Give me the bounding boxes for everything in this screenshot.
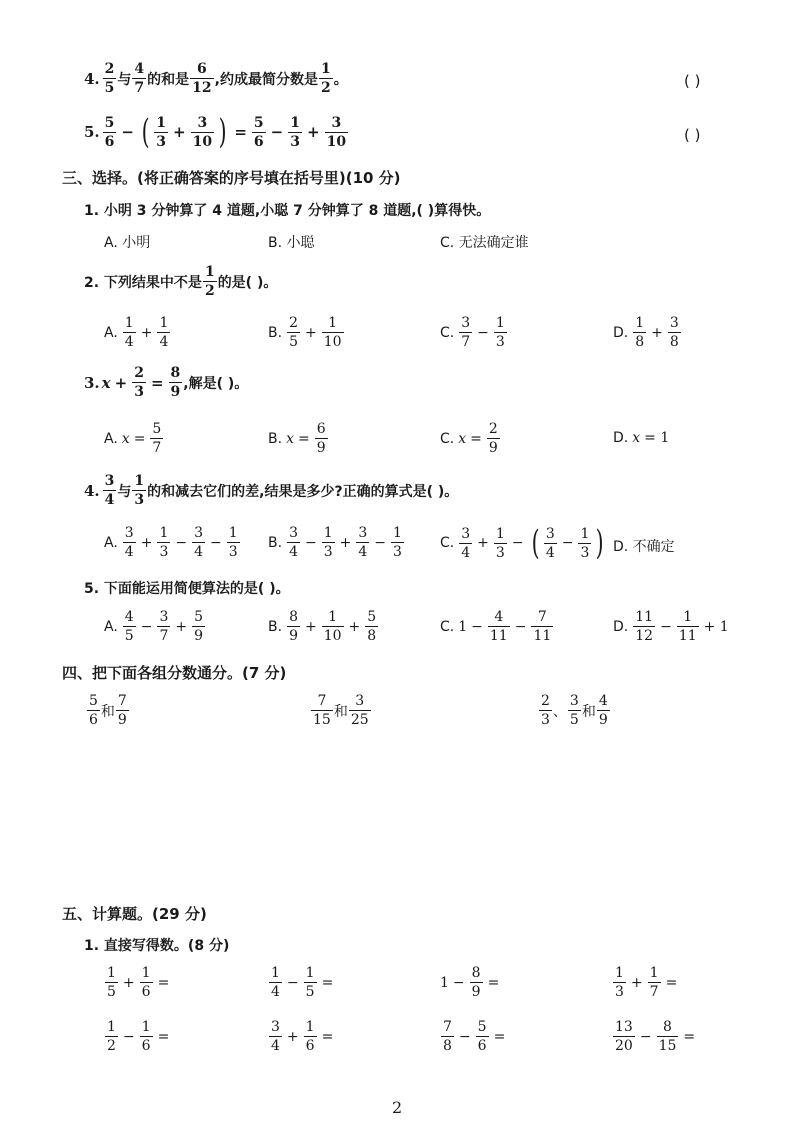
- operator: −: [660, 618, 672, 635]
- denominator: 15: [658, 1038, 677, 1054]
- variable: x: [286, 430, 294, 447]
- question-number: 5.: [84, 123, 100, 141]
- denominator: 2: [320, 80, 331, 96]
- numerator: 1: [228, 525, 238, 541]
- operator: +: [122, 974, 135, 991]
- variable: x: [632, 430, 641, 446]
- numerator: 1: [107, 1019, 116, 1035]
- choice-question-4: [84, 474, 458, 507]
- numerator: 5: [367, 609, 377, 625]
- operator: −: [511, 535, 524, 551]
- operator: +: [175, 618, 188, 635]
- numerator: 3: [358, 525, 368, 541]
- numerator: 2: [134, 365, 144, 381]
- option-a[interactable]: [104, 422, 164, 455]
- operator: +: [348, 618, 361, 635]
- numerator: 1: [124, 315, 134, 331]
- subsection-title: 1. 直接写得数。(8 分): [84, 938, 230, 954]
- section-5-title: 五、计算题。(29 分): [62, 905, 207, 923]
- text: 的和是: [147, 71, 190, 88]
- operator: −: [140, 618, 153, 635]
- option-b[interactable]: [268, 610, 379, 643]
- operator: −: [374, 534, 387, 551]
- equals-sign: =: [321, 1028, 334, 1045]
- question-number: 4.: [84, 481, 100, 500]
- text: 。: [333, 71, 348, 88]
- operator: −: [471, 618, 483, 635]
- answer-paren[interactable]: ( ): [684, 72, 701, 90]
- operator: −: [210, 534, 222, 551]
- denominator: 7: [134, 80, 145, 96]
- option-label: B.: [268, 324, 283, 341]
- numerator: 3: [461, 315, 471, 331]
- denominator: 15: [313, 712, 331, 728]
- denominator: 4: [104, 492, 115, 508]
- numerator: 1: [328, 315, 338, 331]
- denominator: 4: [159, 334, 169, 350]
- option-label: C.: [440, 535, 455, 551]
- calc-expression: [612, 966, 681, 999]
- numerator: 1: [635, 315, 645, 331]
- calc-expression: [440, 966, 503, 999]
- numerator: 13: [615, 1019, 633, 1035]
- calc-expression: [104, 1020, 173, 1053]
- numerator: 3: [271, 1019, 280, 1035]
- denominator: 6: [477, 1038, 487, 1054]
- operator: +: [651, 324, 663, 341]
- numerator: 7: [117, 693, 127, 709]
- numerator: 1: [271, 965, 280, 981]
- option-c[interactable]: [440, 422, 501, 455]
- option-label: A.: [104, 324, 118, 341]
- denominator: 4: [271, 984, 280, 1000]
- option-label: A.: [104, 618, 118, 635]
- numerator: 7: [537, 609, 547, 625]
- denominator: 3: [495, 334, 505, 350]
- operator: −: [561, 535, 574, 551]
- numerator: 7: [443, 1019, 452, 1035]
- text: 与: [117, 71, 132, 88]
- numerator: 1: [328, 609, 338, 625]
- option-a[interactable]: A. 小明: [104, 235, 151, 251]
- operator: =: [234, 123, 247, 141]
- text: 和: [581, 703, 596, 720]
- fraction-group-2: [310, 694, 372, 727]
- denominator: 3: [615, 984, 624, 1000]
- option-c[interactable]: C. 无法确定谁: [440, 235, 529, 251]
- value: = 1: [644, 430, 670, 446]
- numerator: 5: [152, 421, 162, 437]
- operator: +: [477, 535, 489, 551]
- numerator: 1: [141, 965, 151, 981]
- denominator: 3: [580, 544, 590, 561]
- option-d[interactable]: [613, 610, 729, 643]
- numerator: 3: [669, 315, 679, 331]
- integer: 1: [458, 618, 468, 635]
- denominator: 6: [305, 1038, 315, 1054]
- denominator: 10: [326, 133, 347, 150]
- option-label: A.: [104, 534, 118, 551]
- numerator: 5: [194, 609, 204, 625]
- numerator: 2: [104, 61, 115, 77]
- question-number: 3.: [84, 373, 100, 392]
- numerator: 3: [461, 525, 471, 542]
- option-d[interactable]: [613, 430, 669, 446]
- numerator: 1: [649, 965, 659, 981]
- equals-sign: =: [321, 974, 334, 991]
- variable: x: [121, 430, 130, 447]
- equals-sign: =: [487, 974, 500, 991]
- text: 与: [117, 483, 132, 500]
- option-label: D.: [613, 618, 629, 635]
- numerator: 1: [204, 264, 215, 280]
- choice-question-1: 1. 小明 3 分钟算了 4 道题,小聪 7 分钟算了 8 道题,( )算得快。: [84, 203, 491, 219]
- denominator: 6: [104, 133, 115, 150]
- denominator: 9: [598, 712, 608, 728]
- option-b[interactable]: [268, 422, 329, 455]
- numerator: 3: [104, 473, 115, 489]
- numerator: 5: [253, 114, 264, 131]
- option-d[interactable]: D. 不确定: [613, 539, 675, 555]
- numerator: 4: [494, 609, 504, 625]
- denominator: 25: [350, 712, 369, 728]
- operator: −: [304, 534, 317, 551]
- denominator: 4: [289, 544, 298, 560]
- denominator: 3: [541, 712, 550, 728]
- denominator: 3: [323, 544, 333, 560]
- option-c[interactable]: [440, 523, 608, 563]
- operator: =: [150, 373, 164, 392]
- numerator: 3: [194, 525, 204, 541]
- choice-question-3: [84, 366, 248, 399]
- text: 的和减去它们的差,结果是多少?正确的算式是( )。: [147, 483, 459, 500]
- numerator: 3: [289, 525, 298, 541]
- denominator: 12: [192, 80, 212, 96]
- denominator: 20: [615, 1038, 633, 1054]
- denominator: 5: [569, 712, 579, 728]
- denominator: 6: [253, 133, 264, 150]
- denominator: 3: [393, 544, 402, 560]
- choice-question-5: 5. 下面能运用简便算法的是( )。: [84, 581, 290, 597]
- denominator: 3: [290, 133, 300, 150]
- denominator: 12: [635, 628, 654, 644]
- denominator: 8: [367, 628, 377, 644]
- left-paren: (: [141, 112, 150, 152]
- operator: +: [339, 534, 352, 551]
- denominator: 5: [104, 80, 115, 96]
- denominator: 4: [545, 544, 555, 561]
- denominator: 2: [107, 1038, 116, 1054]
- denominator: 4: [271, 1038, 280, 1054]
- operator: +: [630, 974, 643, 991]
- option-label: B.: [268, 618, 283, 635]
- equals-sign: =: [683, 1028, 696, 1045]
- numerator: 1: [495, 315, 505, 331]
- denominator: 4: [461, 544, 471, 561]
- calc-expression: [268, 1020, 337, 1053]
- calc-expression: [440, 1020, 509, 1053]
- operator: +: [307, 123, 320, 141]
- section-4-title: 四、把下面各组分数通分。(7 分): [62, 664, 287, 682]
- denominator: 10: [323, 628, 342, 644]
- denominator: 11: [533, 628, 552, 644]
- numerator: 4: [124, 609, 134, 625]
- denominator: 3: [156, 133, 167, 150]
- denominator: 5: [107, 984, 116, 1000]
- denominator: 9: [289, 628, 298, 644]
- calc-expression: [104, 966, 173, 999]
- value: + 1: [703, 618, 729, 635]
- denominator: 9: [316, 440, 326, 456]
- operator: +: [114, 373, 128, 392]
- fraction-group-3: [538, 694, 611, 727]
- numerator: 1: [107, 965, 116, 981]
- denominator: 5: [305, 984, 315, 1000]
- operator: +: [304, 618, 317, 635]
- calc-expression: [268, 966, 337, 999]
- option-c[interactable]: [440, 316, 508, 349]
- numerator: 3: [159, 609, 169, 625]
- equals-sign: =: [157, 974, 170, 991]
- numerator: 1: [159, 525, 169, 541]
- question-number: 4.: [84, 69, 100, 88]
- denominator: 6: [89, 712, 98, 728]
- option-a[interactable]: [104, 316, 171, 349]
- denominator: 3: [228, 544, 238, 560]
- numerator: 8: [663, 1019, 672, 1035]
- right-paren: ): [596, 523, 605, 563]
- denominator: 4: [124, 334, 134, 350]
- numerator: 1: [580, 525, 590, 542]
- operator: =: [297, 430, 310, 447]
- numerator: 11: [635, 609, 654, 625]
- integer: 1: [440, 974, 449, 991]
- denominator: 8: [669, 334, 679, 350]
- variable: x: [101, 373, 111, 392]
- operator: −: [452, 974, 465, 991]
- numerator: 3: [545, 525, 555, 542]
- denominator: 8: [443, 1038, 452, 1054]
- numerator: 8: [170, 365, 181, 381]
- numerator: 3: [197, 114, 208, 131]
- tf-question-4: [84, 62, 348, 95]
- option-c[interactable]: [440, 610, 554, 643]
- numerator: 1: [615, 965, 624, 981]
- operator: +: [140, 324, 153, 341]
- denominator: 3: [495, 544, 505, 561]
- numerator: 4: [134, 61, 145, 77]
- option-b[interactable]: [268, 526, 405, 559]
- text: ,解是( )。: [183, 375, 249, 392]
- numerator: 1: [305, 965, 315, 981]
- numerator: 2: [541, 693, 550, 709]
- operator: +: [140, 534, 153, 551]
- operator: −: [122, 1028, 135, 1045]
- option-label: C.: [440, 430, 455, 447]
- numerator: 2: [488, 421, 498, 437]
- denominator: 6: [141, 1038, 151, 1054]
- option-d[interactable]: [613, 316, 682, 349]
- numerator: 1: [683, 609, 693, 625]
- operator: −: [458, 1028, 471, 1045]
- denominator: 7: [152, 440, 162, 456]
- operator: −: [477, 324, 489, 341]
- numerator: 5: [477, 1019, 487, 1035]
- calc-expression: [612, 1020, 699, 1053]
- operator: −: [639, 1028, 652, 1045]
- numerator: 6: [316, 421, 326, 437]
- equals-sign: =: [665, 974, 678, 991]
- numerator: 6: [197, 61, 207, 77]
- answer-paren[interactable]: ( ): [684, 126, 701, 144]
- option-label: B.: [268, 430, 283, 447]
- operator: −: [270, 123, 284, 141]
- numerator: 1: [320, 61, 331, 77]
- denominator: 7: [159, 628, 169, 644]
- text: 的是( )。: [217, 274, 278, 291]
- denominator: 4: [124, 544, 134, 560]
- denominator: 11: [678, 628, 697, 644]
- option-label: D.: [613, 324, 629, 341]
- equals-sign: =: [493, 1028, 506, 1045]
- right-paren: ): [218, 112, 227, 152]
- option-label: A.: [104, 430, 118, 447]
- option-label: C.: [440, 618, 455, 635]
- denominator: 9: [170, 384, 181, 400]
- denominator: 5: [124, 628, 134, 644]
- numerator: 3: [569, 693, 579, 709]
- numerator: 8: [289, 609, 298, 625]
- denominator: 9: [471, 984, 481, 1000]
- numerator: 1: [495, 525, 505, 542]
- denominator: 6: [141, 984, 151, 1000]
- choice-question-2: [84, 265, 277, 298]
- denominator: 2: [204, 283, 215, 299]
- denominator: 4: [194, 544, 204, 560]
- denominator: 10: [323, 334, 342, 350]
- operator: −: [175, 534, 188, 551]
- fraction-group-1: [86, 694, 130, 727]
- denominator: 9: [488, 440, 498, 456]
- numerator: 5: [104, 114, 115, 131]
- equals-sign: =: [157, 1028, 170, 1045]
- numerator: 8: [471, 965, 481, 981]
- numerator: 7: [317, 693, 327, 709]
- numerator: 3: [355, 693, 365, 709]
- text: 和: [333, 703, 348, 720]
- denominator: 5: [289, 334, 298, 350]
- denominator: 4: [358, 544, 368, 560]
- numerator: 1: [323, 525, 333, 541]
- operator: −: [121, 123, 134, 141]
- operator: +: [173, 123, 186, 141]
- denominator: 7: [461, 334, 471, 350]
- option-b[interactable]: B. 小聪: [268, 235, 315, 251]
- denominator: 3: [134, 492, 145, 508]
- left-paren: (: [531, 523, 540, 563]
- denominator: 11: [489, 628, 508, 644]
- operator: −: [514, 618, 527, 635]
- numerator: 1: [159, 315, 169, 331]
- option-a[interactable]: [104, 610, 206, 643]
- operator: −: [286, 974, 299, 991]
- numerator: 1: [290, 114, 300, 131]
- text: 和: [100, 703, 115, 720]
- operator: =: [470, 430, 482, 447]
- text: 2. 下列结果中不是: [84, 274, 202, 291]
- variable: x: [458, 430, 467, 447]
- tf-question-5: [84, 112, 349, 152]
- numerator: 1: [156, 114, 167, 131]
- option-label: B.: [268, 534, 283, 551]
- operator: +: [286, 1028, 299, 1045]
- numerator: 4: [598, 693, 608, 709]
- operator: +: [304, 324, 317, 341]
- numerator: 5: [89, 693, 98, 709]
- numerator: 3: [124, 525, 134, 541]
- denominator: 9: [194, 628, 204, 644]
- page-number: 2: [392, 1098, 403, 1117]
- section-3-title: 三、选择。(将正确答案的序号填在括号里)(10 分): [62, 169, 401, 187]
- option-b[interactable]: [268, 316, 345, 349]
- denominator: 7: [649, 984, 659, 1000]
- denominator: 10: [192, 133, 213, 150]
- option-label: C.: [440, 324, 455, 341]
- option-a[interactable]: [104, 526, 241, 559]
- numerator: 1: [134, 473, 145, 489]
- numerator: 3: [331, 114, 342, 131]
- denominator: 8: [635, 334, 645, 350]
- denominator: 3: [159, 544, 169, 560]
- numerator: 2: [289, 315, 298, 331]
- operator: =: [133, 430, 146, 447]
- denominator: 9: [117, 712, 127, 728]
- text: 、: [552, 703, 567, 720]
- numerator: 1: [305, 1019, 315, 1035]
- numerator: 1: [141, 1019, 151, 1035]
- denominator: 3: [134, 384, 144, 400]
- numerator: 1: [393, 525, 402, 541]
- text: ,约成最简分数是: [214, 71, 318, 88]
- option-label: D.: [613, 430, 629, 446]
